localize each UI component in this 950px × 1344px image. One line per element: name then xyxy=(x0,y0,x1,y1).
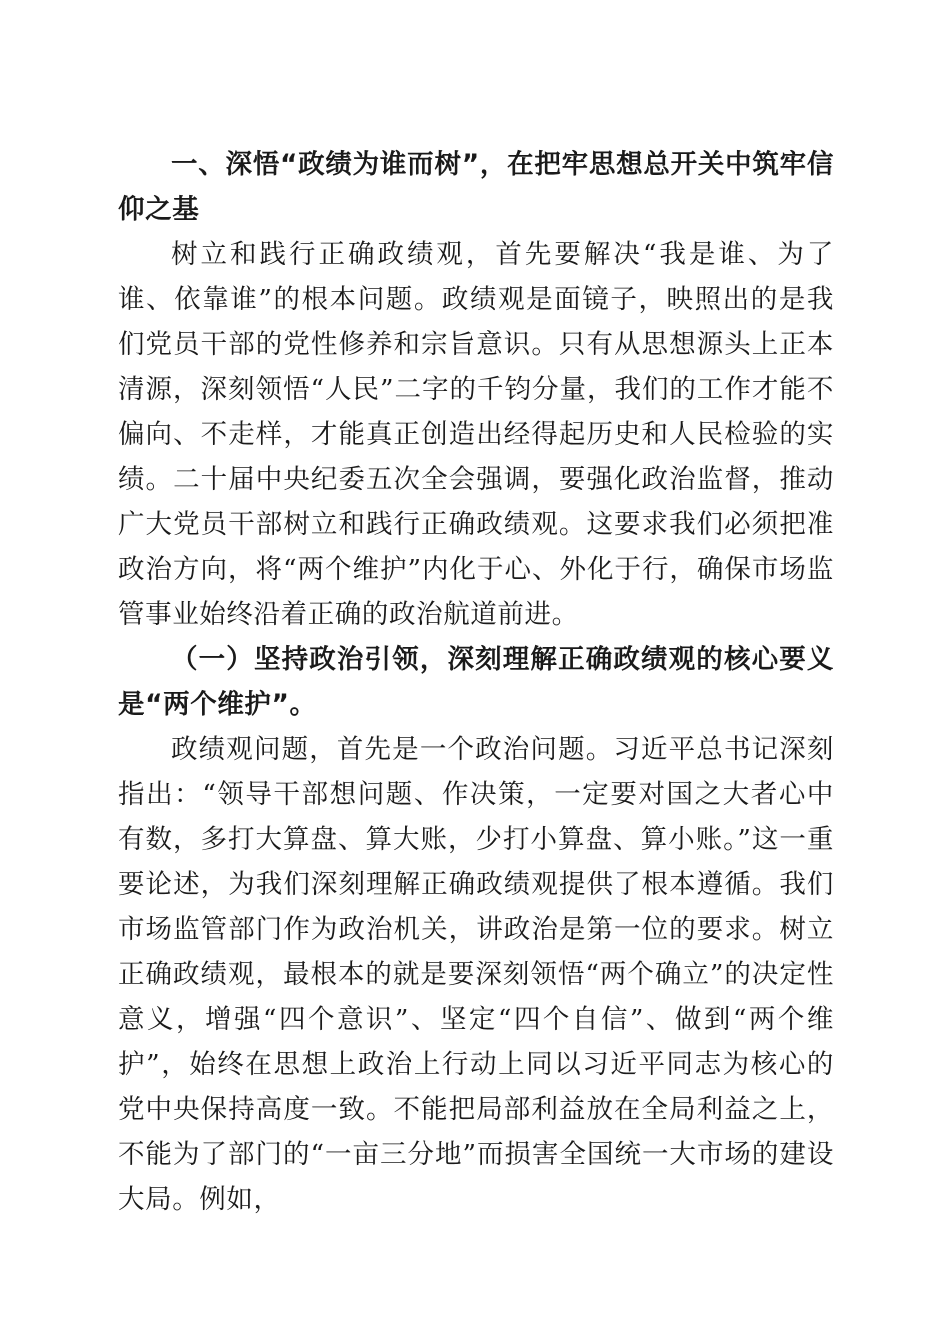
document-body xyxy=(118,142,834,1222)
body-paragraph: 树立和践行正确政绩观，首先要解决“我是谁、为了谁、依靠谁”的根本问题。政绩观是面镜子，映照出的是我们党员干部的党性修养和宗旨意识。只有从思想源头上正本清源，深刻领悟“人民”二字的千钧分量，我们的工作才能不偏向、不走样，才能真正创造出经得起历史和人民检验的实绩。二十届中央纪委五次全会强调，要强化政治监督，推动广大党员干部树立和践行正确政绩观。这要求我们必须把准政治方向，将“两个维护”内化于心、外化于行，确保市场监管事业始终沿着正确的政治航道前进。 xyxy=(118,239,834,630)
section-heading: 一、深悟“政绩为谁而树”，在把牢思想总开关中筑牢信仰之基 xyxy=(118,149,834,225)
subsection-heading: （一）坚持政治引领，深刻理解正确政绩观的核心要义是“两个维护”。 xyxy=(118,644,834,720)
body-paragraph: 政绩观问题，首先是一个政治问题。习近平总书记深刻指出：“领导干部想问题、作决策，一定要对国之大者心中有数，多打大算盘、算大账，少打小算盘、算小账。”这一重要论述，为我们深刻理解正确政绩观提供了根本遵循。我们市场监管部门作为政治机关，讲政治是第一位的要求。树立正确政绩观，最根本的就是要深刻领悟“两个确立”的决定性意义，增强“四个意识”、坚定“四个自信”、做到“两个维护”，始终在思想上政治上行动上同以习近平同志为核心的党中央保持高度一致。不能把局部利益放在全局利益之上，不能为了部门的“一亩三分地”而损害全国统一大市场的建设大局。例如， xyxy=(118,734,834,1215)
